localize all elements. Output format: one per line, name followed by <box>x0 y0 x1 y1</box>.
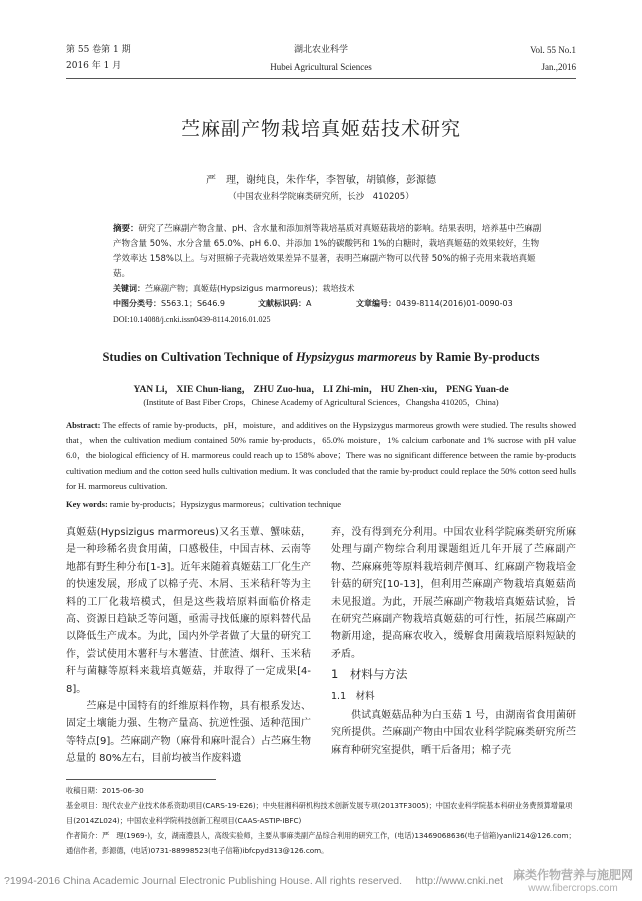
abstract-zh <box>113 222 543 282</box>
subsection-heading <box>331 688 375 705</box>
doc-value: A <box>306 299 312 308</box>
footnote-author: 作者简介：严 理(1969-)，女，湖南澧县人，高级实验师，主要从事麻类副产品综合利用的研究工作，(电话)13469068636(电子信箱)yanli214@126.com；通信作者，彭源德，(电话)0731-88998523(电子信箱)ibfcpyd313@126.com。 <box>66 831 576 855</box>
keywords-en <box>66 497 576 512</box>
abstract-en-text: The effects of ramie by-products，pH，moisture，and additives on the Hypsizygus marmoreus growth were studied. The results showed that，when the cultivation medium contained 50% ramie by-products，65.0% moisture，1% calcium carbonate and 1% sucrose with pH value 6.0，the biological efficiency of H. marmoreus could reach up to 158% above；There was no significant difference between the ramie by-products cultivation medium and the cotton seed hulls cultivation medium. It was concluded that the ramie by-product could replace the 50% cotton seed hulls for H. marmoreus cultivation. <box>66 420 576 491</box>
keywords-zh <box>113 283 543 295</box>
clc-value: S563.1；S646.9 <box>161 299 225 308</box>
abstract-zh-text: 研究了苎麻副产物含量、pH、含水量和添加剂等栽培基质对真姬菇栽培的影响。结果表明，培养基中苎麻副产物含量 50%、水分含量 65.0%、pH 6.0、并添加 1%的碳酸钙和 1%的白糖时，栽培真姬菇的效果较好，生物学效率达 158%以上。与对照棉子壳栽培效果差异不显著，表明苎麻副产物可以代替 50%的棉子壳用来栽培真姬菇。 <box>113 224 542 279</box>
article-number <box>356 298 513 310</box>
doc-code <box>258 298 311 310</box>
watermark-text: 麻类作物营养与施肥网 <box>512 868 633 882</box>
body-left-column: 真姬菇(Hypsizigus marmoreus)又名玉蕈、蟹味菇，是一种珍稀名贵食用菌，口感极佳，中国吉林、云南等地都有野生种分布[1-3]。近年来随着真姬菇工厂化生产的快速发展，形成了以棉子壳、木屑、玉米秸秆等为主料的工厂化栽培模式，但是这些栽培原料面临价格走高、资源日趋缺乏等问题，亟需寻找低廉的原料替代品以降低生产成本。为此，国内外学者做了大量的研究工作，尝试使用木薯秆与木薯渣、甘蔗渣、烟秆、玉米秸秆与菌糠等原料来栽培真姬菇，并取得了一定成果[4-8]。 苎麻是中国特有的纤维原料作物，具有根系发达、固定土壤能力强、生物产量高、抗逆性强、适种范围广等特点[9]。苎麻副产物（麻骨和麻叶混合）占苎麻生物总量的 80%左右，目前均被当作废料遗 <box>66 527 311 765</box>
body-right-para1: 弃，没有得到充分利用。中国农业科学院麻类研究所麻处理与副产物综合利用课题组近几年开展了苎麻副产物、苎麻麻蔸等原料栽培刺芹侧耳、红麻副产物栽培金针菇的研究[10-13]，但利用苎麻副产物栽培真姬菇尚未见报道。为此，开展苎麻副产物栽培真姬菇试验，旨在研究苎麻副产物栽培真姬菇的可行性，拓展苎麻副产物新用途，提高麻农收入，缓解食用菌栽培原料短缺的矛盾。 <box>331 527 576 660</box>
body-right-para2: 供试真姬菇品种为白玉菇 1 号，由湖南省食用菌研究所提供。苎麻副产物由中国农业科学院麻类研究所苎麻育种研究室提供，晒干后备用；棉子壳 <box>331 710 576 756</box>
title-en-part1: Studies on Cultivation Technique of <box>102 350 296 364</box>
paper-title-zh: 苎麻副产物栽培真姬菇技术研究 <box>180 118 461 140</box>
doc-label: 文献标识码： <box>258 299 306 308</box>
footnote-fund: 基金项目：现代农业产业技术体系资助项目(CARS-19-E26)；中央驻湘科研机构技术创新发展专项(2013TF3005)；中国农业科学院基本科研业务费预算增量项目(2014ZL024)；中国农业科学院科技创新工程项目(CAAS-ASTIP-IBFC) <box>66 801 573 825</box>
subsection-number: 1.1 <box>331 691 347 702</box>
footnote-received: 收稿日期：2015-06-30 <box>66 786 144 795</box>
authors-en: YAN Li， XIE Chun-liang， ZHU Zuo-hua， LI Zhi-min， HU Zhen-xiu， PENG Yuan-de <box>133 385 509 395</box>
section-title: 材料与方法 <box>349 667 408 681</box>
clc-number <box>113 298 225 310</box>
title-en-species: Hypsizygus marmoreus <box>295 350 417 364</box>
affiliation-zh: （中国农业科学院麻类研究所，长沙 410205） <box>228 192 414 202</box>
issue-date: Jan.,2016 <box>541 62 576 72</box>
art-value: 0439-8114(2016)01-0090-03 <box>396 299 513 308</box>
keywords-en-label: Key words: <box>66 499 108 509</box>
abstract-zh-label: 摘要： <box>113 224 139 234</box>
journal-date: 2016 年 1 月 <box>66 61 122 71</box>
journal-name-en: Hubei Agricultural Sciences <box>270 62 372 72</box>
keywords-en-text: ramie by-products；Hypsizygus marmoreus；cultivation technique <box>109 499 342 509</box>
abstract-en-label: Abstract: <box>66 420 101 430</box>
title-en-part2: by Ramie By-products <box>416 350 540 364</box>
authors-zh: 严 理，谢纯良，朱作华，李智敏，胡镇修，彭源德 <box>206 175 436 186</box>
section-number: 1 <box>331 667 339 681</box>
subsection-title: 材料 <box>355 691 375 702</box>
copyright-line: ?1994-2016 China Academic Journal Electronic Publishing House. All rights reserved. http://www.cnki.net <box>4 875 504 887</box>
watermark-url: www.fibercrops.com <box>528 883 618 894</box>
journal-issue: 第 55 卷第 1 期 <box>66 45 131 55</box>
clc-label: 中图分类号： <box>113 299 161 308</box>
paper-title-en <box>0 350 642 365</box>
section-heading <box>331 666 407 682</box>
journal-name-zh: 湖北农业科学 <box>293 45 348 55</box>
header-rule <box>66 78 576 79</box>
art-label: 文章编号： <box>356 299 396 308</box>
keywords-zh-text: 苎麻副产物；真姬菇(Hypsizigus marmoreus)；栽培技术 <box>145 284 355 293</box>
doi: DOI:10.14088/j.cnki.issn0439-8114.2016.01.025 <box>113 315 271 324</box>
volume-number: Vol. 55 No.1 <box>530 45 576 55</box>
footnote-rule <box>66 779 216 780</box>
abstract-en <box>66 418 576 494</box>
keywords-zh-label: 关键词： <box>113 284 145 293</box>
affiliation-en: (Institute of Bast Fiber Crops，Chinese Academy of Agricultural Sciences，Changsha 410205，China) <box>143 397 499 407</box>
